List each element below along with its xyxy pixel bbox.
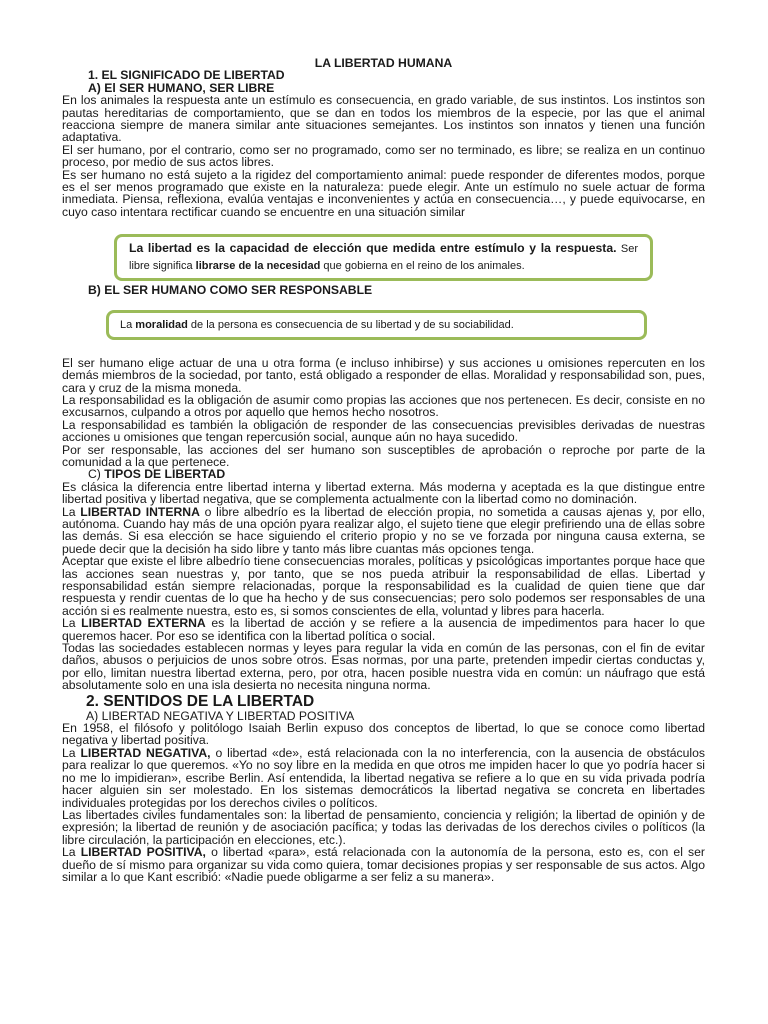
- paragraph: Por ser responsable, las acciones del ser humano son susceptibles de aprobación o reproche por parte de la comunidad a la que pertenece.: [62, 442, 705, 469]
- section1-subheading-c: [62, 468, 705, 480]
- subheading-label: C): [88, 467, 105, 482]
- paragraph: En 1958, el filósofo y politólogo Isaiah Berlin expuso dos conceptos de libertad, lo que se conoce como libertad negativa y libertad positiva.: [62, 721, 705, 748]
- definition-text: [129, 240, 638, 274]
- paragraph: Aceptar que existe el libre albedrío tiene consecuencias morales, políticas y psicológicas importantes porque hace que las acciones sean nuestras y, por tanto, que se nos pueda atribuir la responsabilidad de ellas. Libertad y responsabilidad están siempre relacionadas, porque la responsabilidad es la cualidad de quien tiene que dar respuesta y rendir cuentas de lo que ha hecho y de sus consecuencias; pero solo podemos ser responsables de una acción si es realmente nuestra, esto es, si somos conscientes de ella, voluntad y libres para hacerla.: [62, 554, 705, 618]
- term-bold: LIBERTAD POSITIVA,: [80, 845, 206, 860]
- paragraph: Todas las sociedades establecen normas y leyes para regular la vida en común de las personas, con el fin de evitar daños, abusos o perjuicios de unos sobre otros. Esas normas, por una parte, pretenden impedir ciertas conductas y, por ello, limitan nuestra libertad externa, pero, por otra, hacen posible nuestra vida en común: un náufrago que está absolutamente solo en una isla desierta no necesita ninguna norma.: [62, 641, 705, 693]
- paragraph: [62, 617, 705, 642]
- text-part: es la libertad de acción y se refiere a la ausencia de impedimentos para hacer lo que queremos hacer. Por eso se identifica con la libertad política o social.: [62, 616, 705, 643]
- term-bold: LIBERTAD INTERNA: [80, 504, 200, 519]
- paragraph: [62, 747, 705, 809]
- morality-bold: moralidad: [135, 318, 188, 331]
- definition-text-part: Ser libre significa: [129, 243, 638, 273]
- paragraph: La responsabilidad es la obligación de asumir como propias las acciones que nos pertenecen. Es decir, consiste en no excusarnos, culpando a otros por aquello que hemos hecho nosotros.: [62, 392, 705, 420]
- section1-subheading-a: A) El SER HUMANO, SER LIBRE: [88, 80, 275, 95]
- text-part: La: [62, 845, 81, 860]
- section2-subheading-a: A) LIBERTAD NEGATIVA Y LIBERTAD POSITIVA: [86, 708, 355, 723]
- morality-text-part: de la persona es consecuencia de su libertad y de su sociabilidad.: [187, 318, 514, 331]
- paragraph: El ser humano elige actuar de una u otra forma (e incluso inhibirse) y sus acciones u omisiones repercuten en los demás miembros de la sociedad, por tanto, está obligado a responder de ellas. Moralidad y responsabilidad son, pues, cara y cruz de la misma moneda.: [62, 355, 705, 395]
- paragraph: Es ser humano no está sujeto a la rigidez del comportamiento animal: puede responder de diferentes modos, porque es el ser menos programado que existe en la naturaleza: puede elegir. Ante un estímulo no suele actuar de forma inmediata. Piensa, reflexiona, evalúa ventajas e inconvenientes y actúa en consecuencia…, y puede equivocarse, en cuyo caso intentara rectificar cuando se encuentre en una situación similar: [62, 167, 705, 219]
- text-part: o libre albedrío es la libertad de elección propia, no sometida a causas ajenas y, por ello, autónoma. Cuando hay más de una opción pyara realizar algo, el sujeto tiene que elegir prefiriendo una de ellas sobre las demás. Si esa elección se hace siguiendo el criterio propio y no se ve forzada por ninguna causa externa, se puede decir que la decisión ha sido libre y tanto más libre cuantas más opciones tenga.: [62, 504, 705, 556]
- paragraph: El ser humano, por el contrario, como ser no programado, como ser no terminado, es libre; se realiza en un continuo proceso, por medio de sus actos libres.: [62, 142, 705, 170]
- section1-heading: 1. EL SIGNIFICADO DE LIBERTAD: [88, 68, 285, 83]
- text-part: o libertad «para», está relacionada con la autonomía de la persona, esto es, con el ser dueño de sí mismo para organizar su vida como quiera, tomar decisiones propias y ser responsable de sus actos. Algo similar a lo que Kant escribió: «Nadie puede obligarme a ser feliz a su manera».: [62, 845, 705, 884]
- paragraph: [62, 506, 705, 556]
- text-part: La: [62, 745, 81, 760]
- morality-box: [106, 310, 647, 340]
- definition-box: [114, 234, 653, 281]
- definition-text-part: que gobierna en el reino de los animales.: [320, 260, 525, 273]
- morality-text-part: La: [120, 318, 136, 331]
- paragraph: La responsabilidad es también la obligación de responder de las consecuencias previsibles derivadas de nuestras acciones u omisiones que tengan repercusión social, aunque aún no haya sucedido.: [62, 417, 705, 445]
- subheading-bold: TIPOS DE LIBERTAD: [104, 467, 226, 482]
- paragraph: En los animales la respuesta ante un estímulo es consecuencia, en grado variable, de sus instintos. Los instintos son pautas hereditarias de comportamiento, que se dan en todos los miembros de la especie, por las que el animal reacciona siempre de manera similar ante situaciones semejantes. Los instintos son innatos y tienen una función adaptativa.: [62, 93, 705, 145]
- text-part: La: [62, 504, 81, 519]
- document-page: [62, 55, 705, 883]
- document-title: LA LIBERTAD HUMANA: [314, 56, 453, 70]
- text-part: La: [62, 616, 82, 631]
- section1-subheading-b: B) EL SER HUMANO COMO SER RESPONSABLE: [88, 283, 373, 298]
- definition-bold-part: librarse de la necesidad: [195, 260, 321, 273]
- definition-bold: La libertad es la capacidad de elección que medida entre estímulo y la respuesta.: [129, 241, 617, 256]
- text-part: o libertad «de», está relacionada con la no interferencia, con la ausencia de obstáculos para realizar lo que queremos. «Yo no soy libre en la medida en que otros me impiden hacer lo que yo podría hacer si no me lo impidieran», escribe Berlin. Así entendida, la libertad negativa se refiere a lo que en su vida privada podría hacer alguien sin ser molestado. En los sistemas democráticos la libertad negativa se concreta en libertades individuales protegidas por los derechos civiles o políticos.: [62, 745, 706, 810]
- term-bold: LIBERTAD NEGATIVA,: [80, 745, 211, 760]
- term-bold: LIBERTAD EXTERNA: [81, 616, 206, 631]
- paragraph: [62, 846, 705, 883]
- section2-heading: 2. SENTIDOS DE LA LIBERTAD: [86, 692, 315, 710]
- paragraph: Es clásica la diferencia entre libertad interna y libertad externa. Más moderna y aceptada es la que distingue entre libertad positiva y libertad negativa, que se complementa actualmente con la libertad como no dominación.: [62, 479, 705, 507]
- paragraph: Las libertades civiles fundamentales son: la libertad de pensamiento, conciencia y religión; la libertad de opinión y de expresión; la libertad de reunión y de asociación pacífica; y todas las derivadas de los derechos civiles o políticos (la libre circulación, la participación en elecciones, etc.).: [62, 807, 705, 847]
